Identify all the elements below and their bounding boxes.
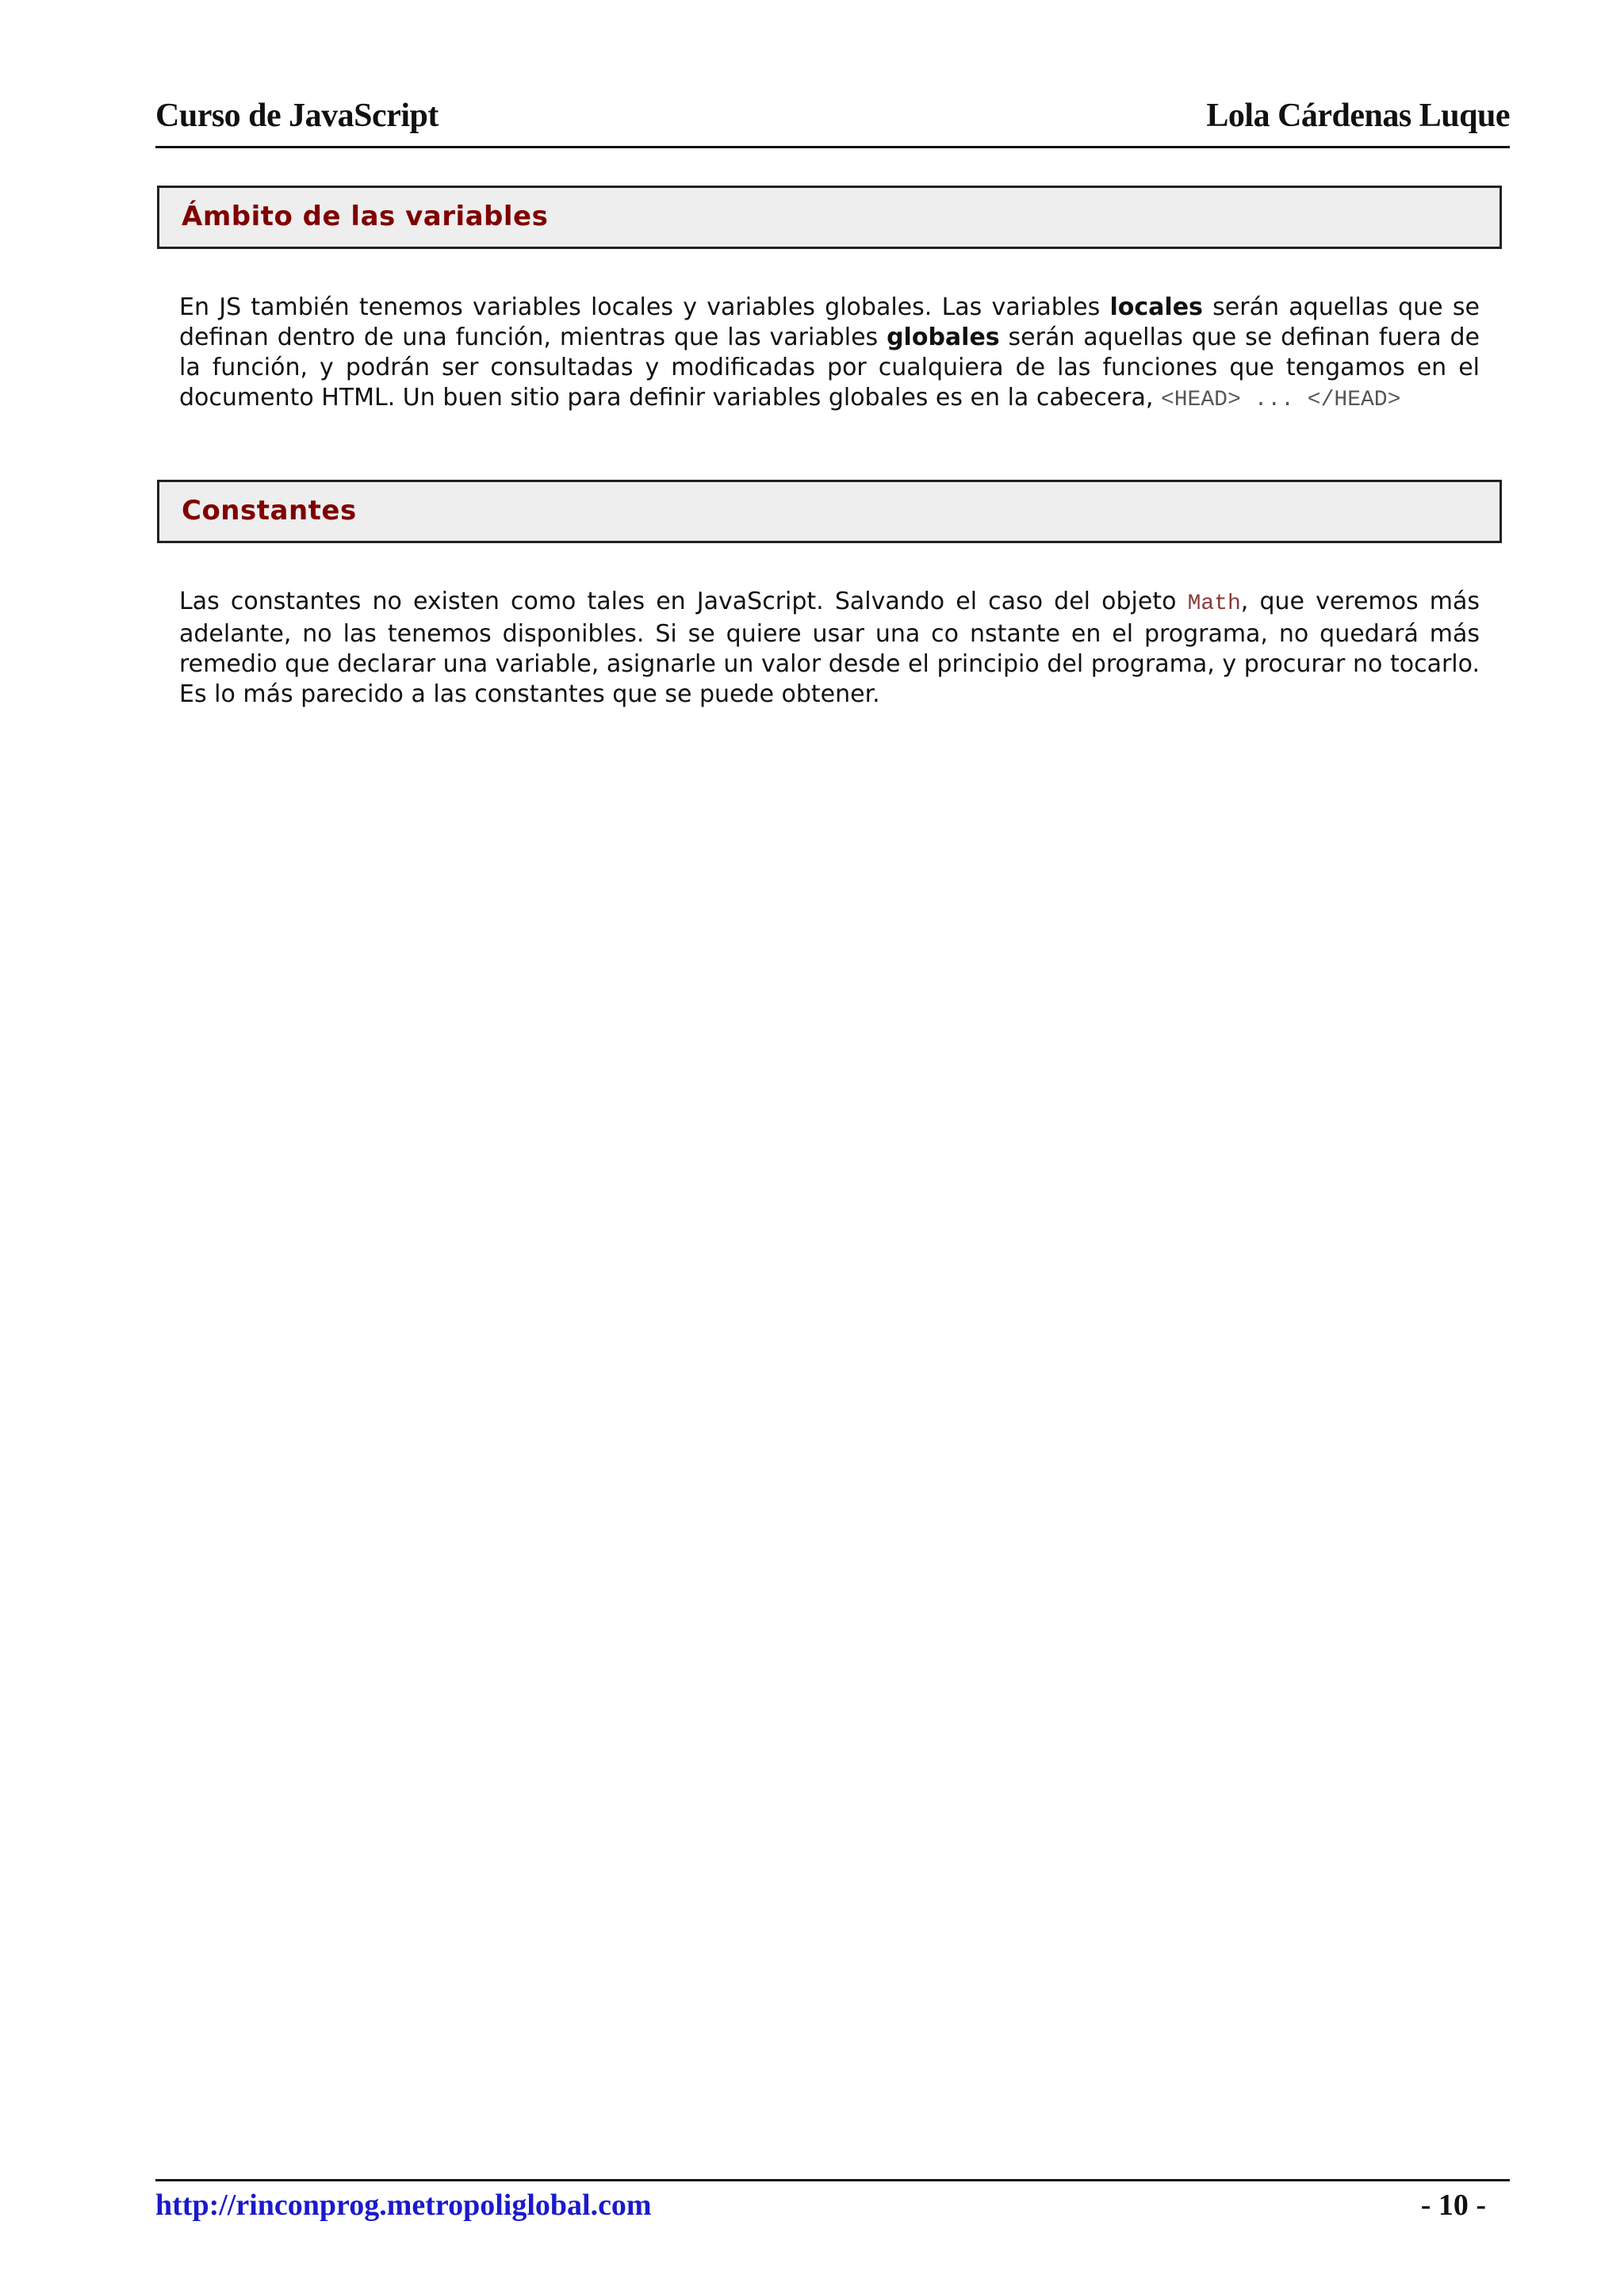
paragraph-text: serán aquellas que se definan fuera de la función, y podrán ser consultadas y modificadas por cualquiera de las funciones que tengamos en el documento HTML. Un buen sitio para definir variables globales es en la cabecera,: [179, 324, 1480, 412]
paragraph-text: serán aquellas que se definan dentro de una función, mientras que las variables: [179, 293, 1480, 351]
section-paragraph: [179, 293, 1480, 416]
section-heading-box: [157, 480, 1502, 543]
inline-code-head: <HEAD> ... </HEAD>: [1160, 388, 1401, 412]
section-heading-box: [157, 186, 1502, 249]
page-footer: [155, 2179, 1510, 2229]
page-number: - 10 -: [1420, 2189, 1486, 2222]
website-link[interactable]: http://rinconprog.metropoliglobal.com: [155, 2189, 652, 2222]
section-paragraph: [179, 587, 1480, 710]
page-header: [155, 94, 1510, 148]
section-title: Ámbito de las variables: [182, 201, 549, 232]
paragraph-text: En JS también tenemos variables locales y variables globales. Las variables: [179, 293, 1110, 321]
paragraph-text: Las constantes no existen como tales en JavaScript. Salvando el caso del objeto: [179, 588, 1188, 615]
inline-code-math: Math: [1187, 592, 1241, 616]
author-name: Lola Cárdenas Luque: [1206, 98, 1510, 134]
bold-term-locales: locales: [1109, 293, 1203, 321]
section-title: Constantes: [182, 495, 357, 527]
paragraph-text: , que veremos más adelante, no las tenemos disponibles. Si se quiere usar una co nstante en el programa, no quedará más remedio que declarar una variable, asignarle un valor desde el principio del programa, y procurar no tocarlo. Es lo más parecido a las constantes que se puede obtener.: [179, 588, 1480, 708]
course-title: Curso de JavaScript: [155, 98, 439, 134]
bold-term-globales: globales: [887, 324, 1000, 351]
